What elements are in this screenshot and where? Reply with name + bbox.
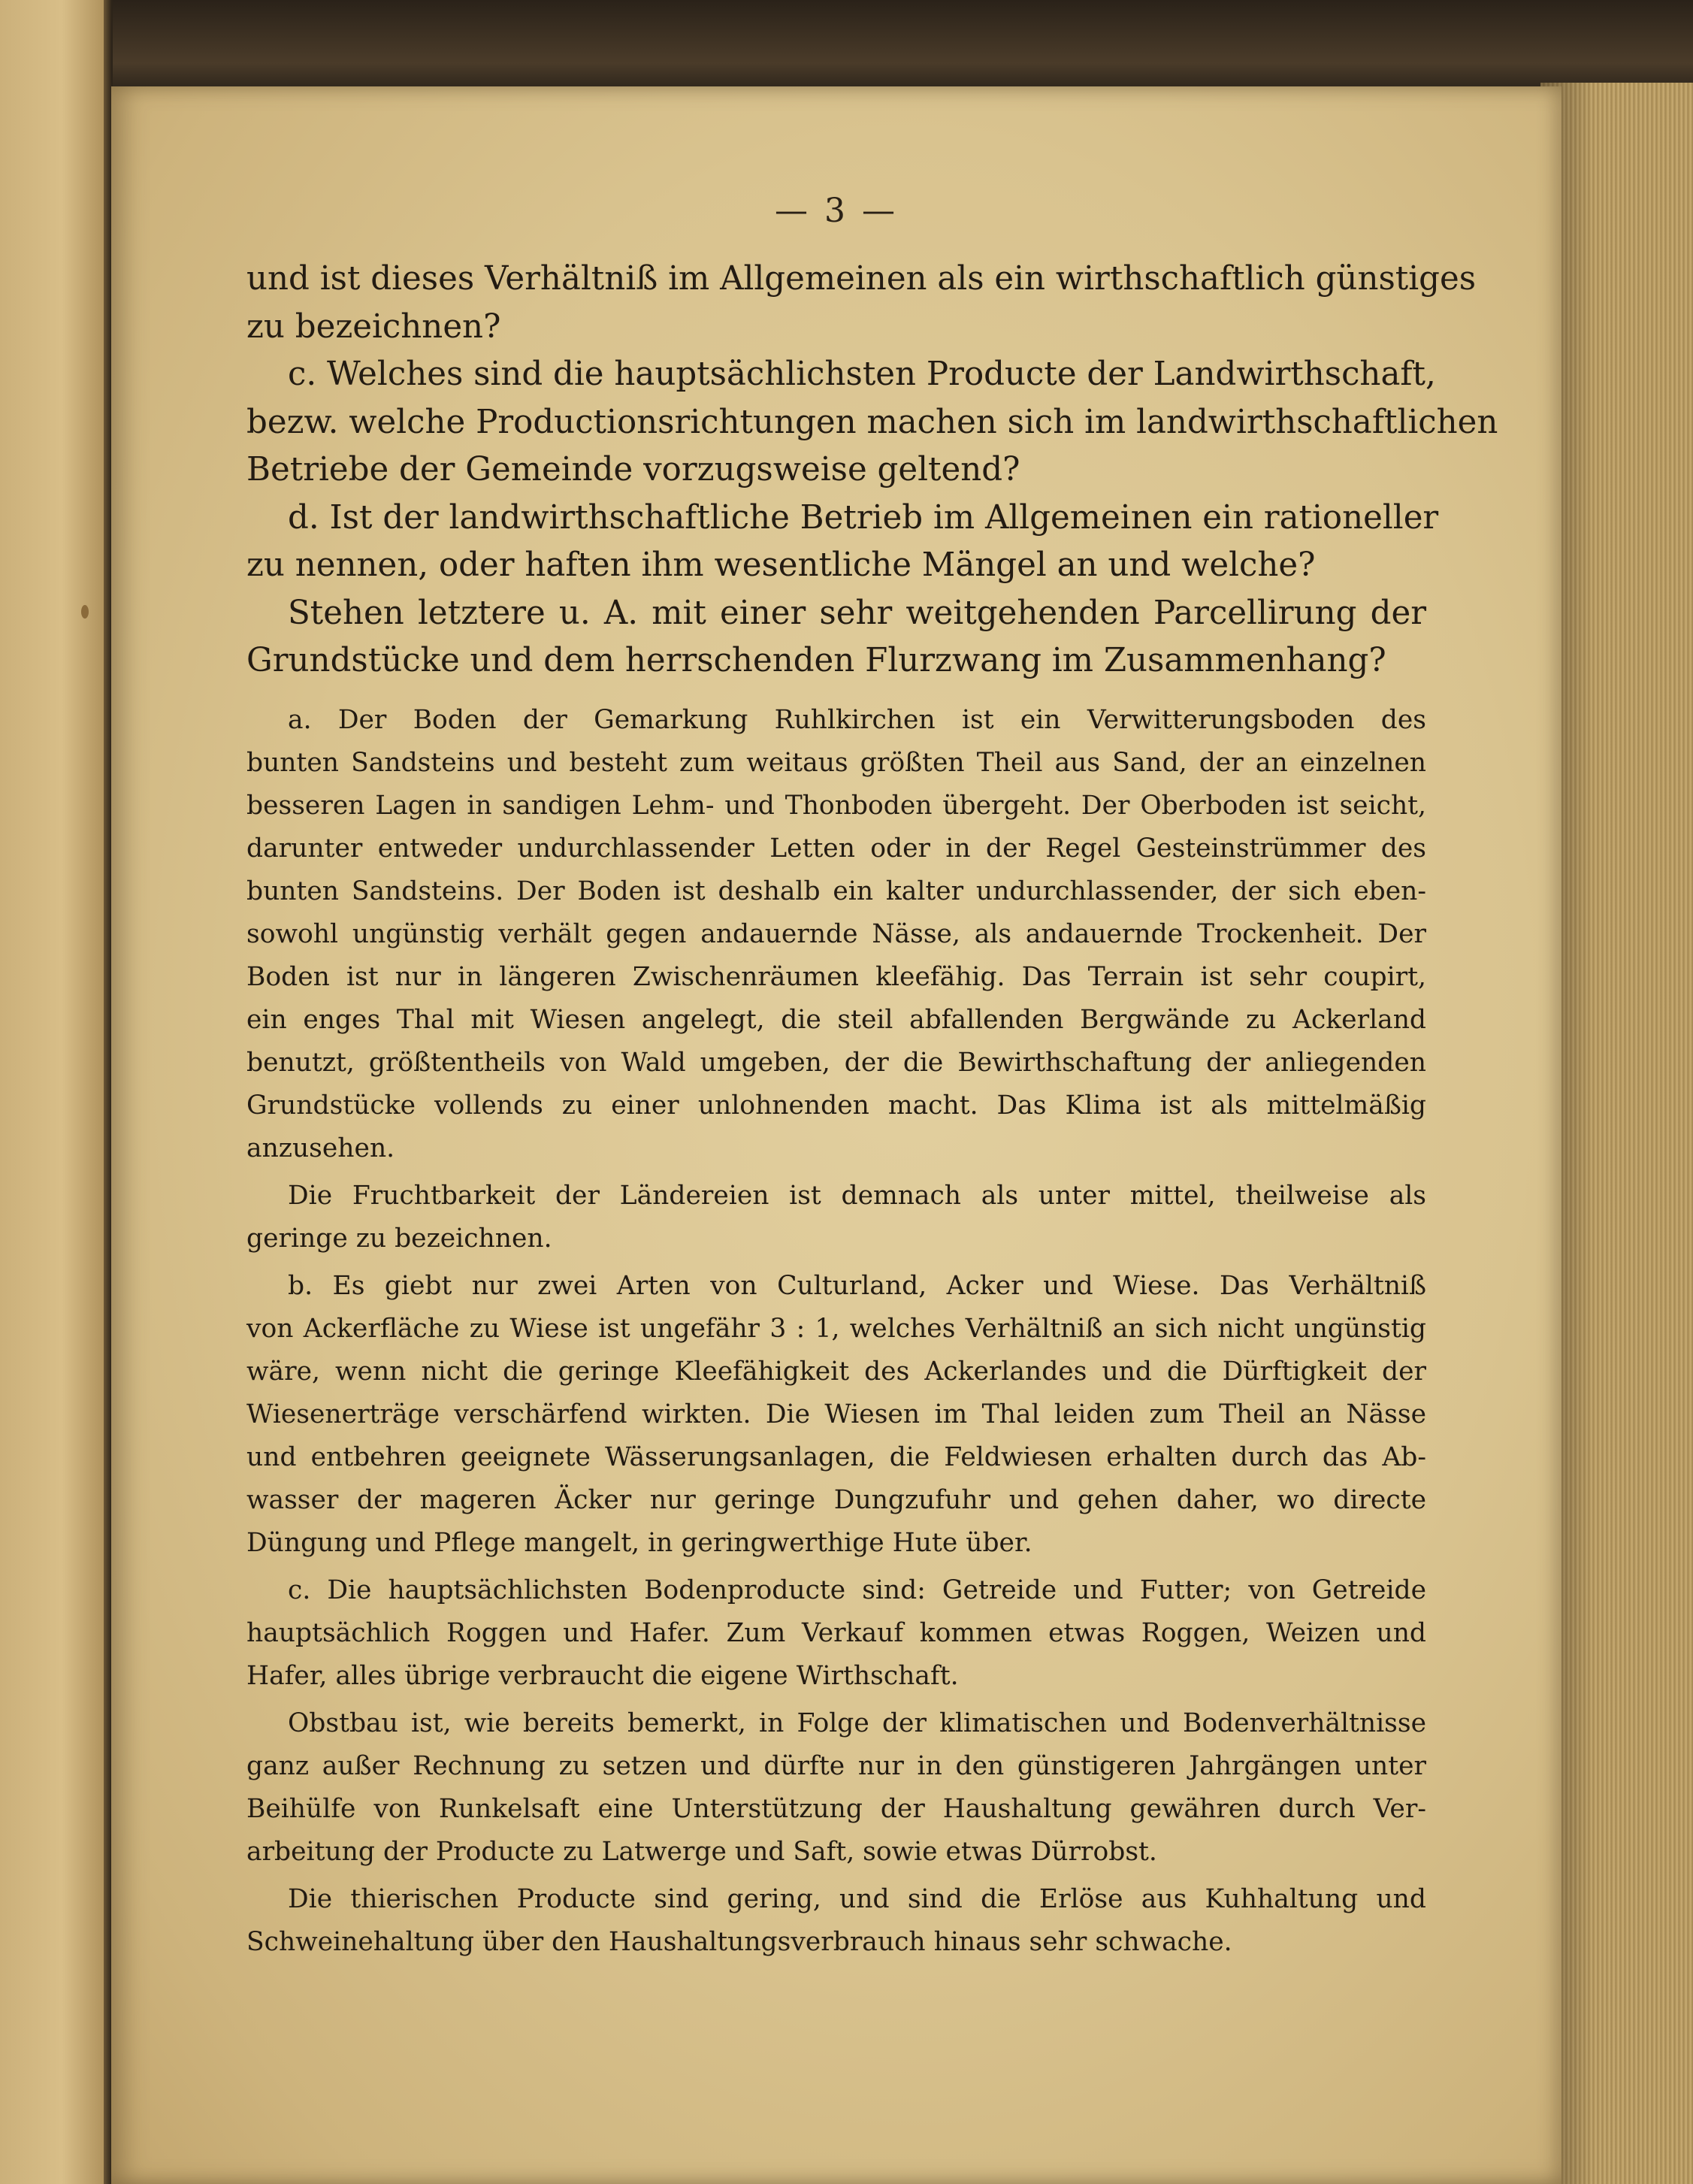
text-line: a. Der Boden der Gemarkung Ruhlkirchen ist ein Verwitterungsboden des bbox=[288, 704, 1426, 735]
text-line: geringe zu bezeichnen. bbox=[246, 1223, 552, 1254]
document-page bbox=[111, 86, 1561, 2184]
text-line: bunten Sandsteins und besteht zum weitaus größten Theil aus Sand, der an einzelnen bbox=[246, 747, 1426, 778]
text-line: Die Fruchtbarkeit der Ländereien ist demnach als unter mittel, theilweise als bbox=[288, 1180, 1426, 1211]
text-line: wasser der mageren Äcker nur geringe Dungzufuhr und gehen daher, wo directe bbox=[246, 1484, 1426, 1515]
text-line: Stehen letztere u. A. mit einer sehr weitgehenden Parcellirung der bbox=[288, 594, 1426, 632]
text-line: ein enges Thal mit Wiesen angelegt, die steil abfallenden Bergwände zu Ackerland bbox=[246, 1004, 1426, 1035]
text-line: Grundstücke vollends zu einer unlohnenden macht. Das Klima ist als mittelmäßig bbox=[246, 1090, 1426, 1121]
text-line: zu bezeichnen? bbox=[246, 307, 501, 346]
answer-fruit bbox=[246, 1702, 1426, 1874]
text-line: Hafer, alles übrige verbraucht die eigene Wirthschaft. bbox=[246, 1660, 959, 1691]
text-line: Betriebe der Gemeinde vorzugsweise geltend? bbox=[246, 451, 1020, 489]
answer-animal-products bbox=[246, 1878, 1426, 1964]
text-line: d. Ist der landwirthschaftliche Betrieb im Allgemeinen ein rationeller bbox=[288, 498, 1439, 537]
text-line: Grundstücke und dem herrschenden Flurzwang im Zusammenhang? bbox=[246, 642, 1386, 679]
text-line: benutzt, größtentheils von Wald umgeben, der die Bewirthschaftung der anliegenden bbox=[246, 1047, 1426, 1078]
page-number: — 3 — bbox=[775, 192, 898, 230]
text-line: darunter entweder undurchlassender Letten oder in der Regel Gesteinstrümmer des bbox=[246, 833, 1426, 864]
text-line: c. Welches sind die hauptsächlichsten Producte der Landwirthschaft, bbox=[288, 355, 1436, 393]
text-line: Schweinehaltung über den Haushaltungsverbrauch hinaus sehr schwache. bbox=[246, 1926, 1232, 1957]
question-b-continued bbox=[246, 256, 1477, 351]
text-line: sowohl ungünstig verhält gegen andauernde Nässe, als andauernde Trockenheit. Der bbox=[246, 918, 1426, 949]
facing-page-edge bbox=[0, 0, 113, 2184]
book-top-edge bbox=[113, 0, 1693, 90]
answer-a bbox=[246, 699, 1426, 1170]
answer-b bbox=[246, 1265, 1426, 1565]
answer-fertility bbox=[246, 1175, 1426, 1260]
text-line: Wiesenerträge verschärfend wirkten. Die Wiesen im Thal leiden zum Theil an Nässe bbox=[246, 1399, 1426, 1429]
question-d-followup bbox=[246, 590, 1426, 685]
text-line: hauptsächlich Roggen und Hafer. Zum Verkauf kommen etwas Roggen, Weizen und bbox=[246, 1617, 1426, 1648]
ink-spot bbox=[81, 605, 89, 619]
text-line: arbeitung der Producte zu Latwerge und Saft, sowie etwas Dürrobst. bbox=[246, 1836, 1157, 1867]
page-body bbox=[246, 256, 1498, 1964]
text-line: c. Die hauptsächlichsten Bodenproducte sind: Getreide und Futter; von Getreide bbox=[288, 1574, 1426, 1605]
answers bbox=[246, 699, 1426, 1964]
text-line: zu nennen, oder haften ihm wesentliche Mängel an und welche? bbox=[246, 546, 1316, 584]
text-line: anzusehen. bbox=[246, 1133, 395, 1163]
text-line: ganz außer Rechnung zu setzen und dürfte nur in den günstigeren Jahrgängen unter bbox=[246, 1750, 1426, 1781]
text-line: Die thierischen Producte sind gering, und sind die Erlöse aus Kuhhaltung und bbox=[288, 1883, 1426, 1914]
text-line: besseren Lagen in sandigen Lehm- und Thonboden übergeht. Der Oberboden ist seicht, bbox=[246, 790, 1426, 821]
question-d bbox=[246, 495, 1439, 590]
text-line: bezw. welche Productionsrichtungen machen sich im landwirthschaftlichen bbox=[246, 403, 1498, 441]
text-line: und entbehren geeignete Wässerungsanlagen, die Feldwiesen erhalten durch das Ab- bbox=[246, 1441, 1426, 1472]
text-line: Düngung und Pflege mangelt, in geringwerthige Hute über. bbox=[246, 1527, 1032, 1558]
text-line: Beihülfe von Runkelsaft eine Unterstützung der Haushaltung gewähren durch Ver- bbox=[246, 1793, 1426, 1824]
text-line: b. Es giebt nur zwei Arten von Culturland, Acker und Wiese. Das Verhältniß bbox=[288, 1270, 1426, 1301]
text-line: Boden ist nur in längeren Zwischenräumen kleefähig. Das Terrain ist sehr coupirt, bbox=[246, 961, 1426, 992]
text-line: bunten Sandsteins. Der Boden ist deshalb ein kalter undurchlassender, der sich eben- bbox=[246, 876, 1426, 906]
text-line: von Ackerfläche zu Wiese ist ungefähr 3 : 1, welches Verhältniß an sich nicht ungünstig bbox=[246, 1313, 1426, 1344]
text-line: und ist dieses Verhältniß im Allgemeinen als ein wirthschaftlich günstiges bbox=[246, 260, 1477, 298]
text-line: wäre, wenn nicht die geringe Kleefähigkeit des Ackerlandes und die Dürftigkeit der bbox=[246, 1356, 1426, 1387]
answer-c bbox=[246, 1569, 1426, 1698]
text-line: Obstbau ist, wie bereits bemerkt, in Folge der klimatischen und Bodenverhältnisse bbox=[288, 1708, 1426, 1738]
question-c bbox=[246, 351, 1498, 495]
